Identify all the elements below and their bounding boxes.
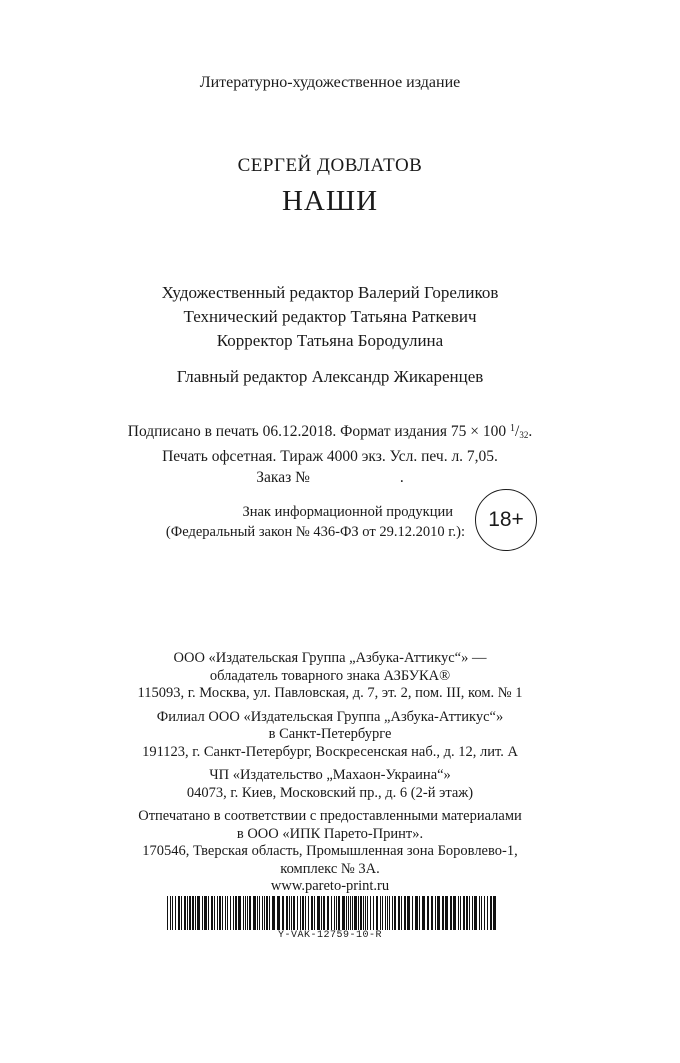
barcode-bar — [437, 896, 440, 930]
barcode-bar — [204, 896, 207, 930]
barcode-bar — [394, 896, 396, 930]
barcode-bar — [415, 896, 418, 930]
barcode-bar — [187, 896, 188, 930]
barcode-bar — [259, 896, 260, 930]
barcode-bar — [253, 896, 256, 930]
barcode-bar — [192, 896, 194, 930]
print-info-order — [0, 467, 660, 488]
chief-editor: Главный редактор Александр Жикаренцев — [176, 367, 484, 386]
barcode-bar — [269, 896, 270, 930]
barcode-bar — [380, 896, 381, 930]
barcode-bar — [385, 896, 386, 930]
publisher-line: ООО «Издательская Группа „Азбука-Аттикус“» — — [173, 650, 487, 666]
barcode-bar — [175, 896, 176, 930]
barcode-bar — [419, 896, 420, 930]
barcode-bar — [346, 896, 347, 930]
format-denominator: 32 — [519, 430, 529, 440]
publisher-line: в Санкт-Петербурге — [268, 726, 392, 742]
barcode-bar — [481, 896, 482, 930]
barcode-bar — [348, 896, 349, 930]
barcode-bar — [233, 896, 234, 930]
barcode — [167, 896, 497, 930]
printer-line: в ООО «ИПК Парето-Принт». — [236, 825, 424, 842]
barcode-bar — [311, 896, 313, 930]
barcode-bar — [490, 896, 492, 930]
barcode-bar — [442, 896, 444, 930]
info-sign-text — [120, 502, 465, 542]
barcode-bar — [170, 896, 171, 930]
barcode-bar — [392, 896, 393, 930]
print-info — [0, 418, 660, 488]
barcode-bar — [225, 896, 226, 930]
barcode-bar — [222, 896, 223, 930]
info-sign-line1: Знак информационной продукции — [242, 504, 453, 520]
barcode-bar — [484, 896, 485, 930]
barcode-bar — [266, 896, 268, 930]
barcode-bar — [336, 896, 337, 930]
barcode-bar — [167, 896, 168, 930]
barcode-bar — [289, 896, 290, 930]
barcode-bar — [463, 896, 465, 930]
format-numerator: 1 — [510, 423, 516, 434]
barcode-bar — [373, 896, 374, 930]
barcode-bar — [321, 896, 322, 930]
book-title: НАШИ — [281, 185, 379, 217]
barcode-bar — [243, 896, 244, 930]
format-end: . — [528, 423, 533, 440]
barcode-bar — [293, 896, 295, 930]
barcode-bar — [382, 896, 383, 930]
barcode-bar — [305, 896, 306, 930]
barcode-bar — [302, 896, 304, 930]
barcode-bar — [264, 896, 265, 930]
publisher-block-ukraine — [0, 767, 660, 802]
barcode-bar — [323, 896, 325, 930]
barcode-bar — [370, 896, 371, 930]
barcode-bar — [286, 896, 288, 930]
barcode-bar — [334, 896, 335, 930]
author-name: СЕРГЕЙ ДОВЛАТОВ — [237, 155, 423, 176]
barcode-bar — [458, 896, 459, 930]
barcode-bar — [398, 896, 400, 930]
barcode-bar — [435, 896, 436, 930]
barcode-bar — [466, 896, 468, 930]
publisher-info — [0, 650, 660, 896]
barcode-bar — [360, 896, 362, 930]
publisher-line: 191123, г. Санкт-Петербург, Воскресенская наб., д. 12, лит. А — [142, 743, 518, 760]
barcode-bar — [214, 896, 215, 930]
barcode-bar — [450, 896, 452, 930]
barcode-bar — [387, 896, 388, 930]
barcode-bar — [178, 896, 180, 930]
barcode-bar — [407, 896, 410, 930]
publisher-block-azbuka — [0, 650, 660, 703]
barcode-bar — [445, 896, 448, 930]
barcode-bar — [352, 896, 353, 930]
barcode-bar — [460, 896, 461, 930]
barcode-bar — [181, 896, 182, 930]
barcode-bar — [479, 896, 480, 930]
barcode-bar — [262, 896, 263, 930]
barcode-bar — [184, 896, 186, 930]
barcode-bar — [422, 896, 425, 930]
barcode-bar — [358, 896, 359, 930]
barcode-bar — [469, 896, 470, 930]
info-sign-line2: (Федеральный закон № 436-ФЗ от 29.12.2010 г.): — [165, 524, 465, 540]
barcode-bar — [272, 896, 275, 930]
barcode-bar — [308, 896, 309, 930]
printer-block — [0, 808, 660, 896]
publisher-line: обладатель товарного знака АЗБУКА® — [209, 667, 451, 684]
barcode-bar — [412, 896, 413, 930]
barcode-bar — [350, 896, 351, 930]
barcode-bar — [401, 896, 402, 930]
barcode-bar — [367, 896, 368, 930]
barcode-bar — [227, 896, 228, 930]
credit-proofreader: Корректор Татьяна Бородулина — [216, 331, 444, 350]
publisher-line: Филиал ООО «Издательская Группа „Азбука-Аттикус“» — [156, 708, 504, 725]
barcode-bar — [172, 896, 173, 930]
publisher-block-spb — [0, 709, 660, 762]
barcode-bar — [202, 896, 203, 930]
barcode-bar — [211, 896, 213, 930]
printer-line: комплекс № 3А. — [280, 860, 380, 877]
print-signed-format: Подписано в печать 06.12.2018. Формат издания 75 × 100 — [127, 423, 507, 440]
barcode-bar — [342, 896, 345, 930]
barcode-bar — [472, 896, 473, 930]
publisher-line: ЧП «Издательство „Махаон-Украина“» — [209, 767, 451, 783]
barcode-bar — [208, 896, 209, 930]
print-info-line2: Печать офсетная. Тираж 4000 экз. Усл. печ. л. 7,05. — [162, 448, 498, 465]
credit-art-editor: Художественный редактор Валерий Гореликов — [161, 283, 499, 302]
barcode-bar — [487, 896, 488, 930]
barcode-bar — [230, 896, 231, 930]
barcode-bar — [453, 896, 456, 930]
barcode-bar — [404, 896, 406, 930]
edition-type: Литературно-художественное издание — [199, 74, 461, 91]
barcode-bar — [365, 896, 366, 930]
barcode-bar — [277, 896, 280, 930]
barcode-bar — [282, 896, 284, 930]
barcode-bar — [238, 896, 241, 930]
printer-website: www.pareto-print.ru — [270, 878, 390, 894]
publisher-line: 115093, г. Москва, ул. Павловская, д. 7, эт. 2, пом. III, ком. № 1 — [137, 685, 523, 701]
barcode-bar — [376, 896, 378, 930]
barcode-bar — [217, 896, 218, 930]
credit-tech-editor: Технический редактор Татьяна Раткевич — [183, 307, 477, 326]
credits-block — [0, 281, 660, 353]
order-end: . — [399, 469, 404, 486]
barcode-bar — [219, 896, 221, 930]
barcode-bar — [297, 896, 298, 930]
barcode-bar — [291, 896, 292, 930]
barcode-bar — [189, 896, 191, 930]
publisher-line: 04073, г. Киев, Московский пр., д. 6 (2-й этаж) — [186, 784, 474, 801]
barcode-bar — [245, 896, 246, 930]
barcode-bar — [431, 896, 433, 930]
age-rating-badge: 18+ — [475, 489, 537, 551]
barcode-bar — [327, 896, 329, 930]
barcode-bar — [474, 896, 477, 930]
printer-line: Отпечатано в соответствии с предоставленными материалами — [138, 808, 522, 824]
barcode-bar — [493, 896, 496, 930]
barcode-bar — [314, 896, 315, 930]
barcode-bar — [257, 896, 258, 930]
barcode-bar — [197, 896, 200, 930]
barcode-bar — [389, 896, 390, 930]
barcode-bar — [331, 896, 332, 930]
barcode-bar — [338, 896, 340, 930]
barcode-bar — [363, 896, 364, 930]
barcode-bar — [427, 896, 429, 930]
printer-line: 170546, Тверская область, Промышленная зона Боровлево-1, — [142, 843, 518, 859]
barcode-bar — [300, 896, 301, 930]
print-info-line1: Подписано в печать 06.12.2018. Формат издания 75 × 100 $^1$/32. — [127, 423, 533, 440]
barcode-bar — [235, 896, 237, 930]
barcode-bar — [354, 896, 357, 930]
order-label: Заказ № — [256, 469, 310, 486]
barcode-number: Y-VAK-12759-10-R — [277, 930, 382, 941]
barcode-bar — [247, 896, 248, 930]
barcode-bar — [195, 896, 196, 930]
barcode-bar — [249, 896, 251, 930]
barcode-bar — [317, 896, 320, 930]
